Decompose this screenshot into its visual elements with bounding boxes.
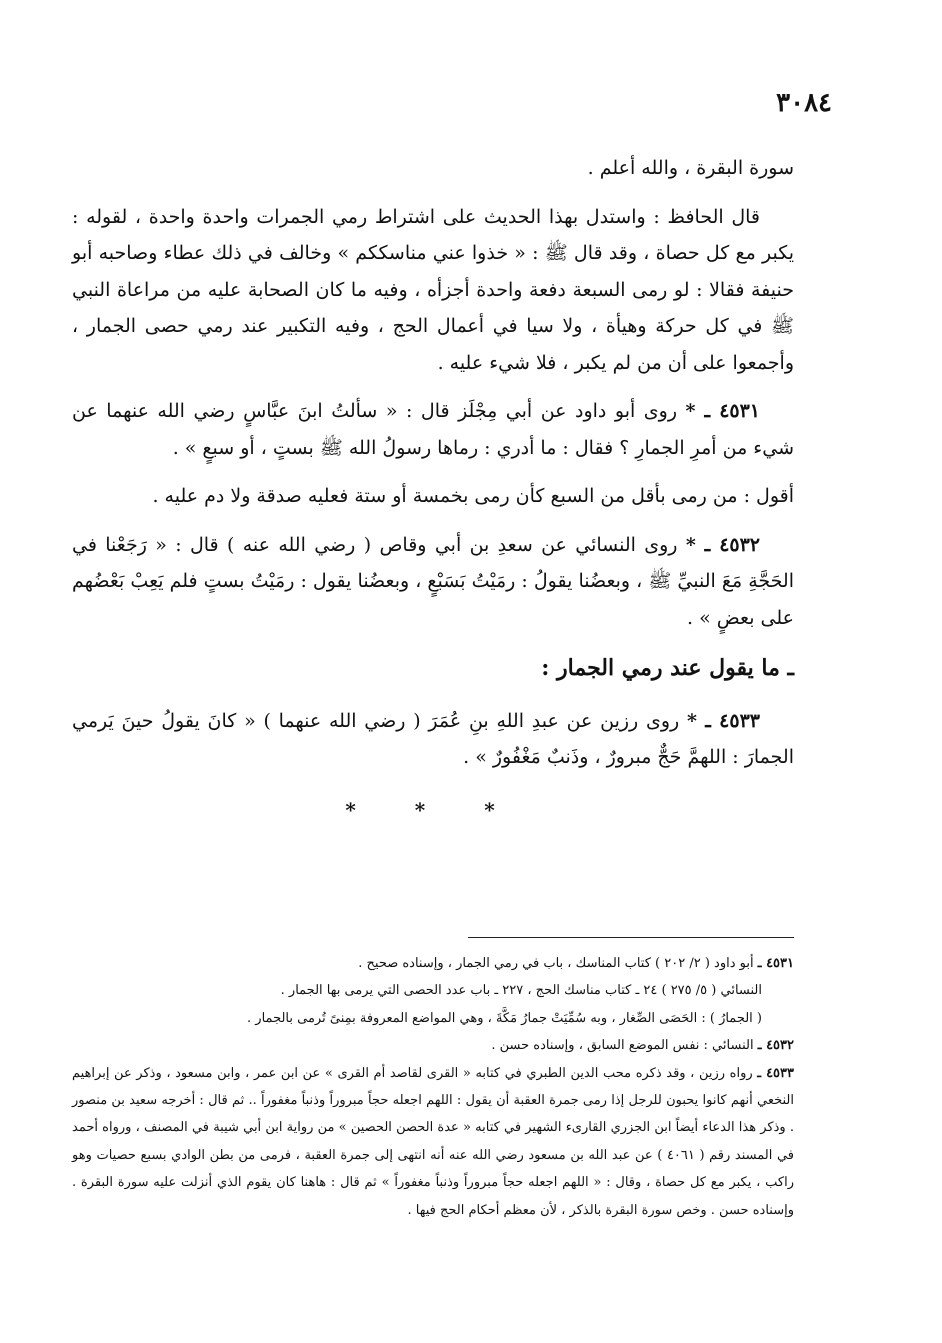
hadith-text: روى أبو داود عن أبي مِجْلَز قال : « سألتُ ابنَ عبَّاسٍ رضي الله عنهما عن شيء من أمرِ الجمارِ ؟ فقال : ما أدري : رماها رسولُ الله ﷺ بستٍ ، أو سبعٍ » . xyxy=(72,400,794,459)
page-number: ٣٠٨٤ xyxy=(776,88,832,118)
hadith-4532 xyxy=(72,527,794,637)
footnote-4531-gloss xyxy=(72,1005,794,1032)
hadith-text: روى النسائي عن سعدِ بن أبي وقاص ( رضي الله عنه ) قال : « رَجَعْنا في الحَجَّةِ مَعَ النبيِّ ﷺ ، وبعضُنا يقولُ : رمَيْتُ بَسَبْعٍ ، وبعضُنا يقول : رمَيْتُ بستٍ فلم يَعِبْ بَعْضُهم على بعضٍ » . xyxy=(72,533,794,629)
paragraph-closing-previous xyxy=(72,150,794,187)
section-separator: * * * xyxy=(345,797,521,822)
paragraph-text: قال الحافظ : واستدل بهذا الحديث على اشتراط رمي الجمرات واحدة واحدة ، لقوله : يكبر مع كل حصاة ، وقد قال ﷺ : « خذوا عني مناسككم » وخالف في ذلك عطاء وصاحبه أبو حنيفة فقالا : لو رمى السبعة دفعة واحدة أجزأه ، وفيه ما كان الصحابة عليه من مراعاة النبي ﷺ في كل حركة وهيأة ، ولا سيا في أعمال الحج ، وفيه التكبير عند رمي حصى الجمار ، وأجمعوا على أن من لم يكبر ، فلا شيء عليه . xyxy=(72,205,794,374)
main-text xyxy=(72,150,794,838)
footnote-4531-nasai xyxy=(72,977,794,1004)
hadith-number: ٤٥٣١ ـ * xyxy=(685,400,761,422)
paragraph-text: أقول : من رمى بأقل من السبع كأن رمى بخمسة أو ستة فعليه صدقة ولا دم عليه . xyxy=(152,485,794,507)
footnote-text: أبو داود ( ٢/ ٢٠٢ ) كتاب المناسك ، باب في رمي الجمار ، وإسناده صحيح . xyxy=(358,956,754,971)
footnote-text: ( الجمارُ ) : الحَصَى الصِّغار ، وبه سُمِّيَتْ جمارُ مَكَّةَ ، وهي المواضع المعروفة بمِنىً تُرمى بالجمار . xyxy=(247,1010,762,1026)
footnote-4531 xyxy=(72,950,794,977)
hadith-text: روى رزين عن عبدِ اللهِ بنِ عُمَرَ ( رضي الله عنهما ) « كانَ يقولُ حينَ يَرمي الجمارَ : اللهمَّ حَجٌّ مبرورٌ ، وذَنبٌ مَغْفُورٌ » . xyxy=(72,709,794,768)
hadith-4531 xyxy=(72,393,794,466)
section-heading: ـ ما يقول عند رمي الجمار : xyxy=(541,655,794,681)
footnote-text: النسائي : نفس الموضع السابق ، وإسناده حسن . xyxy=(491,1038,754,1054)
paragraph-text: سورة البقرة ، والله أعلم . xyxy=(587,157,794,179)
hadith-number: ٤٥٣٢ ـ * xyxy=(685,533,761,556)
footnotes xyxy=(72,950,794,1224)
hadith-number: ٤٥٣٣ ـ * xyxy=(686,709,760,732)
footnote-number: ٤٥٣٢ ـ xyxy=(757,1038,794,1054)
footnote-4532 xyxy=(72,1032,794,1059)
hadith-4533 xyxy=(72,703,794,776)
paragraph-author-comment xyxy=(72,478,794,515)
footnote-number: ٤٥٣٣ ـ xyxy=(757,1065,794,1081)
footnote-text: رواه رزين ، وقد ذكره محب الدين الطبري في كتابه « القرى لقاصد أم القرى » عن ابن عمر ، وابن مسعود ، وذكر عن إبراهيم النخعي أنهم كانوا يحبون للرجل إذا رمى جمرة العقبة أن يقول : اللهم اجعله حجاً مبروراً وذنباً مغفوراً .. ثم قال : أخرجه سعيد بن منصور . وذكر هذا الدعاء أيضاً ابن الجزري القارىء الشهير في كتابه « عدة الحصن الحصين » من رواية ابن أبي شيبة في المصنف ، ورواه أحمد في المسند رقم ( ٤٠٦١ ) عن عبد الله بن مسعود رضي الله عنه أنه انتهى إلى جمرة العقبة ، فرمى من بطن الوادي بسبع حصيات وهو راكب ، يكبر مع كل حصاة ، وقال : « اللهم اجعله حجاً مبروراً وذنباً مغفوراً » ثم قال : هاهنا كان يقوم الذي أنزلت عليه سورة البقرة . وإسناده حسن . وخص سورة البقرة بالذكر ، لأن معظم أحكام الحج فيها . xyxy=(72,1065,794,1218)
footnote-text: النسائي ( ٥/ ٢٧٥ ) ٢٤ ـ كتاب مناسك الحج ، ٢٢٧ ـ باب عدد الحصى التي يرمى بها الجمار . xyxy=(280,983,762,999)
footnote-number: ٤٥٣١ ـ xyxy=(757,956,794,971)
footnote-4533 xyxy=(72,1060,794,1224)
paragraph-hafiz-commentary xyxy=(72,199,794,382)
footnote-divider xyxy=(468,937,794,938)
